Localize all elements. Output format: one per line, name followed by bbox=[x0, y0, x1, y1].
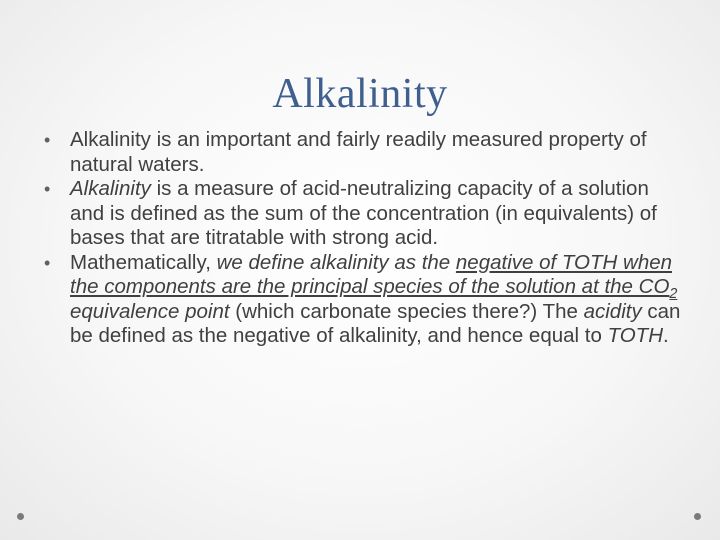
bullet-text: Alkalinity is an important and fairly readily measured property of natural waters. bbox=[70, 128, 647, 176]
bullet-list bbox=[44, 128, 684, 349]
bullet-icon: • bbox=[44, 252, 51, 273]
subscript-two: 2 bbox=[669, 286, 678, 303]
bullet-icon: • bbox=[44, 130, 51, 150]
bullet-text-italic: equivalence point bbox=[70, 299, 230, 323]
corner-dot-icon bbox=[17, 513, 24, 520]
bullet-text: . bbox=[663, 324, 669, 347]
bullet-text: can be defined as the negative of alkalinity, and hence equal to bbox=[70, 299, 681, 347]
bullet-text: (which carbonate species there?) The bbox=[229, 299, 584, 323]
slide-title: Alkalinity bbox=[272, 71, 448, 117]
bullet-text-underlined: negative of TOTH when the components are the principal species of the solution at the CO bbox=[70, 250, 673, 298]
bullet-text-italic: Alkalinity bbox=[70, 177, 151, 200]
bullet-item-1 bbox=[44, 128, 684, 177]
bullet-text-italic: TOTH bbox=[607, 324, 664, 347]
bullet-text: Mathematically, bbox=[70, 250, 217, 274]
bullet-text-italic: we define alkalinity as the bbox=[216, 250, 456, 274]
bullet-text: is a measure of acid-neutralizing capacity of a solution and is defined as the sum of the concentration (in equivalents) of bases that are titratable with strong acid. bbox=[70, 177, 657, 249]
bullet-item-2 bbox=[44, 177, 684, 251]
bullet-item-3 bbox=[44, 251, 684, 349]
bullet-icon: • bbox=[44, 179, 51, 199]
bullet-text-italic: acidity bbox=[583, 299, 642, 323]
corner-dot-icon bbox=[694, 513, 701, 520]
